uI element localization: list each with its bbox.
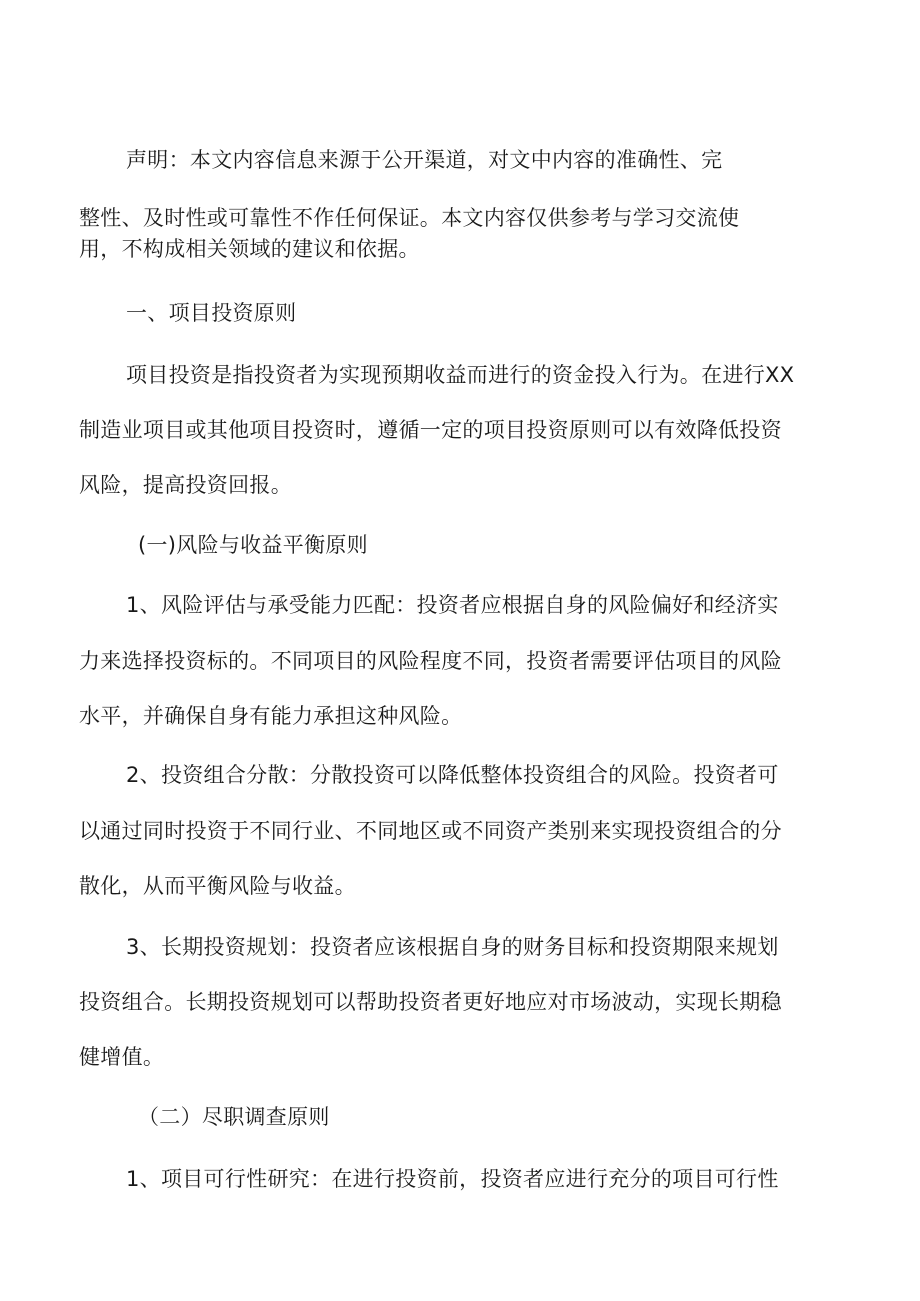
subsection-heading-1: (一)风险与收益平衡原则 <box>138 533 368 557</box>
item-1-line-2: 力来选择投资标的。不同项目的风险程度不同，投资者需要评估项目的风险 <box>79 649 782 673</box>
item-3-line-1: 3、长期投资规划：投资者应该根据自身的财务目标和投资期限来规划 <box>126 935 779 959</box>
item-2-line-1: 2、投资组合分散：分散投资可以降低整体投资组合的风险。投资者可 <box>126 763 779 787</box>
intro-line-2: 制造业项目或其他项目投资时，遵循一定的项目投资原则可以有效降低投资 <box>79 418 782 442</box>
section-heading-1: 一、项目投资原则 <box>126 301 297 325</box>
intro-line-3: 风险，提高投资回报。 <box>79 473 292 497</box>
disclaimer-line-3: 用，不构成相关领域的建议和依据。 <box>79 237 420 261</box>
intro-line-1: 项目投资是指投资者为实现预期收益而进行的资金投入行为。在进行XX <box>126 363 795 387</box>
item-4-line-1: 1、项目可行性研究：在进行投资前，投资者应进行充分的项目可行性 <box>126 1167 779 1191</box>
item-2-line-3: 散化，从而平衡风险与收益。 <box>79 874 356 898</box>
item-1-line-1: 1、风险评估与承受能力匹配：投资者应根据自身的风险偏好和经济实 <box>126 593 779 617</box>
disclaimer-line-2: 整性、及时性或可靠性不作任何保证。本文内容仅供参考与学习交流使 <box>79 206 740 230</box>
subsection-heading-2: （二）尽职调查原则 <box>138 1105 330 1129</box>
disclaimer-line-1: 声明：本文内容信息来源于公开渠道，对文中内容的准确性、完 <box>126 148 723 172</box>
item-3-line-2: 投资组合。长期投资规划可以帮助投资者更好地应对市场波动，实现长期稳 <box>79 990 782 1014</box>
item-1-line-3: 水平，并确保自身有能力承担这种风险。 <box>79 704 463 728</box>
item-3-line-3: 健增值。 <box>79 1045 165 1069</box>
item-2-line-2: 以通过同时投资于不同行业、不同地区或不同资产类别来实现投资组合的分 <box>79 819 782 843</box>
